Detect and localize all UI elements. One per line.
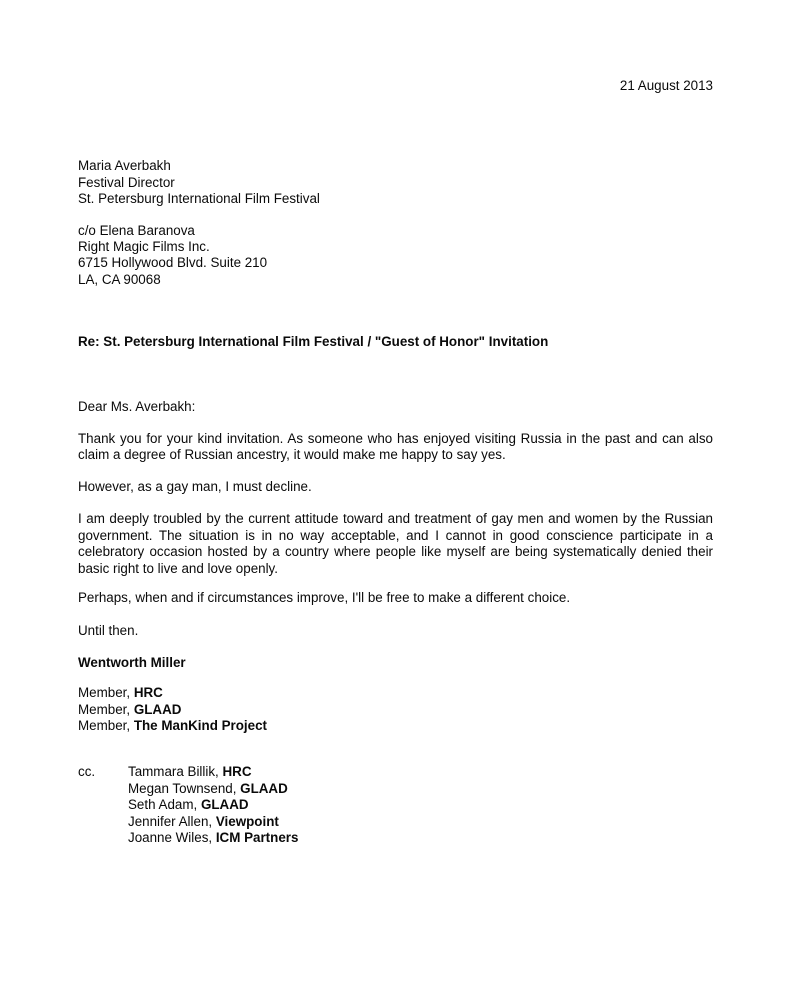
care-of-name: c/o Elena Baranova [78, 222, 195, 238]
cc-name: Tammara Billik, [128, 764, 223, 780]
membership-org: GLAAD [133, 701, 182, 717]
letter-date: 21 August 2013 [619, 78, 713, 93]
membership-line [78, 685, 713, 701]
body-paragraph: Thank you for your kind invitation. As someone who has enjoyed visiting Russia in the past and can also claim a degree of Russian ancestry, it would make me happy to say yes. [78, 431, 713, 463]
body-paragraph: I am deeply troubled by the current attitude toward and treatment of gay men and women by the Russian government. The situation is in no way acceptable, and I cannot in good conscience participate in a celebratory occasion hosted by a country where people like myself are being systematically denied their basic right to live and love openly. [78, 511, 713, 576]
care-of-street: 6715 Hollywood Blvd. Suite 210 [78, 255, 268, 271]
body-paragraph: Perhaps, when and if circumstances improve, I'll be free to make a different choice. [78, 589, 571, 605]
body-paragraph: Until then. [78, 623, 139, 639]
recipient-title: Festival Director [78, 174, 175, 190]
membership-org: HRC [133, 685, 163, 701]
signature-name: Wentworth Miller [78, 654, 186, 670]
cc-name: Seth Adam, [128, 797, 201, 813]
cc-line [128, 781, 713, 797]
cc-name: Megan Townsend, [128, 780, 241, 796]
membership-list [78, 685, 713, 734]
cc-line [128, 814, 713, 830]
cc-org: HRC [222, 764, 252, 780]
cc-line [128, 797, 713, 813]
salutation: Dear Ms. Averbakh: [78, 398, 196, 414]
body-paragraph: However, as a gay man, I must decline. [78, 478, 312, 494]
cc-org: GLAAD [240, 780, 288, 796]
cc-name: Jennifer Allen, [128, 813, 216, 829]
cc-block [78, 764, 713, 846]
cc-list [128, 764, 713, 846]
cc-org: Viewpoint [215, 813, 279, 829]
cc-org: ICM Partners [215, 829, 299, 845]
letter-content [0, 78, 800, 846]
cc-name: Joanne Wiles, [128, 829, 216, 845]
membership-prefix: Member, [78, 717, 134, 733]
membership-line [78, 702, 713, 718]
membership-prefix: Member, [78, 685, 134, 701]
care-of-company: Right Magic Films Inc. [78, 239, 210, 255]
care-of-city: LA, CA 90068 [78, 271, 161, 287]
cc-label: cc. [78, 764, 96, 780]
cc-line [128, 764, 713, 780]
membership-prefix: Member, [78, 701, 134, 717]
membership-line [78, 718, 713, 734]
recipient-address [78, 158, 713, 207]
subject-line: Re: St. Petersburg International Film Festival / "Guest of Honor" Invitation [78, 334, 549, 350]
recipient-organization: St. Petersburg International Film Festival [78, 191, 320, 207]
cc-org: GLAAD [200, 797, 249, 813]
cc-line [128, 830, 713, 846]
membership-org: The ManKind Project [133, 717, 267, 733]
care-of-address [78, 223, 713, 289]
recipient-name: Maria Averbakh [78, 158, 171, 174]
